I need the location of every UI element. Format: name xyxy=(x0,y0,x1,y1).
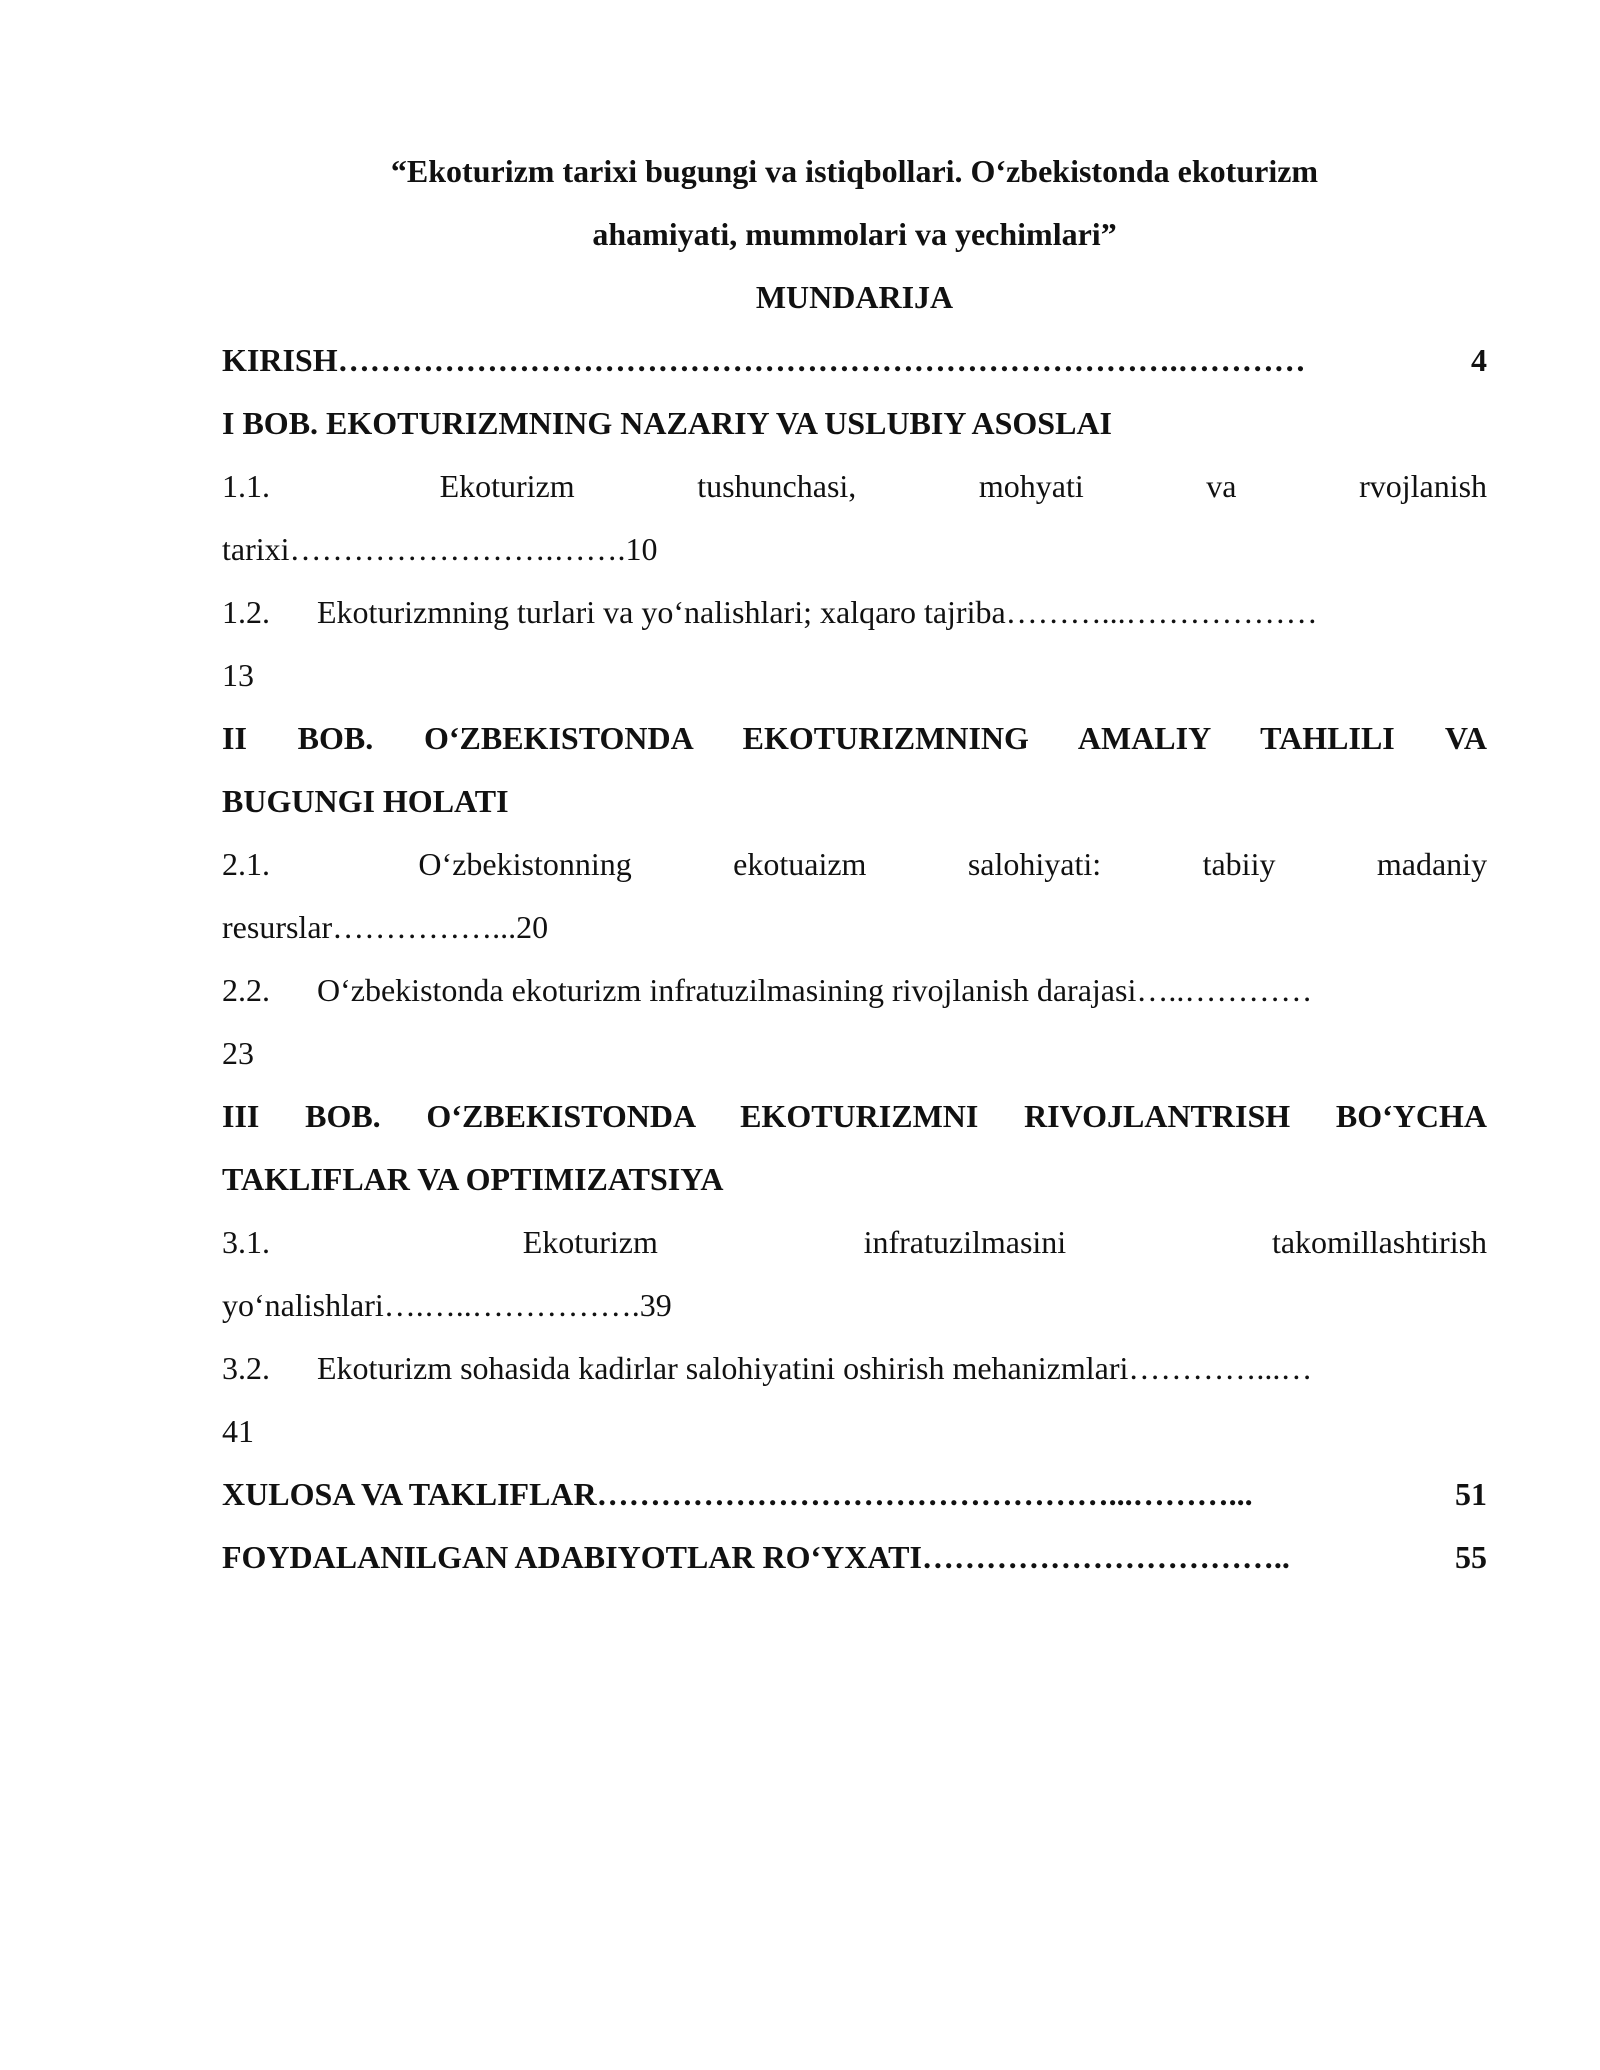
section-word: tushunchasi, xyxy=(697,468,857,504)
section-number: 1.2. xyxy=(222,594,270,630)
toc-heading: MUNDARIJA xyxy=(755,279,954,315)
toc-chapter-2-line-1: II BOB. O‘ZBEKISTONDA EKOTURIZMNING AMALIY TAHLILI VA xyxy=(222,720,1487,756)
section-number: 2.2. xyxy=(222,972,270,1008)
toc-section-3-2-line-1 xyxy=(222,1337,1487,1400)
toc-section-2-1-line-2: resurslar……………...20 xyxy=(222,909,549,945)
section-word: tabiiy xyxy=(1202,846,1276,882)
section-number: 1.1. xyxy=(222,468,270,504)
toc-leader-dots: …………………………………………………………………….………… xyxy=(337,342,1306,378)
section-word: madaniy xyxy=(1376,846,1487,882)
section-text: Ekoturizm sohasida kadirlar salohiyatini oshirish mehanizmlari…………...… xyxy=(317,1350,1313,1386)
toc-chapter-2-line-2: BUGUNGI HOLATI xyxy=(222,783,509,819)
section-number: 3.2. xyxy=(222,1350,270,1386)
toc-page-number: 55 xyxy=(1455,1539,1487,1575)
section-word: Ekoturizm xyxy=(439,468,575,504)
section-text: O‘zbekistonda ekoturizm infratuzilmasining rivojlanish darajasi…..………… xyxy=(317,972,1313,1008)
toc-section-1-2-line-1 xyxy=(222,581,1487,644)
toc-section-1-1-line-2: tarixi…………………….…….10 xyxy=(222,531,658,567)
toc-chapter-3-line-2: TAKLIFLAR VA OPTIMIZATSIYA xyxy=(222,1161,724,1197)
toc-leader-dots: …………………………….. xyxy=(921,1539,1290,1575)
section-word: O‘zbekistonning xyxy=(418,846,632,882)
section-word: takomillashtirish xyxy=(1271,1224,1487,1260)
toc-section-3-2-page: 41 xyxy=(222,1413,254,1449)
document-title-line-2: ahamiyati, mummolari va yechimlari” xyxy=(592,216,1117,252)
toc-entry-label: FOYDALANILGAN ADABIYOTLAR RO‘YXATI xyxy=(222,1539,922,1575)
section-word: infratuzilmasini xyxy=(863,1224,1067,1260)
section-word: rvojlanish xyxy=(1359,468,1487,504)
toc-chapter-1: I BOB. EKOTURIZMNING NAZARIY VA USLUBIY ASOSLAI xyxy=(222,405,1112,441)
toc-section-2-2-page: 23 xyxy=(222,1035,254,1071)
toc-chapter-3-line-1: III BOB. O‘ZBEKISTONDA EKOTURIZMNI RIVOJLANTRISH BO‘YCHA xyxy=(222,1098,1487,1134)
section-number: 3.1. xyxy=(222,1224,270,1260)
section-number: 2.1. xyxy=(222,846,270,882)
section-word: va xyxy=(1206,468,1237,504)
section-word: mohyati xyxy=(978,468,1084,504)
toc-leader-dots: …………………………………………...………... xyxy=(596,1476,1253,1512)
section-word: Ekoturizm xyxy=(522,1224,658,1260)
toc-section-2-1-line-1 xyxy=(222,833,1487,896)
document-page xyxy=(222,140,1487,1589)
toc-section-1-1-line-1 xyxy=(222,455,1487,518)
section-text: Ekoturizmning turlari va yo‘nalishlari; xalqaro tajriba………...……………… xyxy=(317,594,1318,630)
toc-entry-label: KIRISH xyxy=(222,342,338,378)
toc-section-1-2-page: 13 xyxy=(222,657,254,693)
section-word: salohiyati: xyxy=(967,846,1102,882)
toc-section-3-1-line-2: yo‘nalishlari….…..…………….39 xyxy=(222,1287,672,1323)
document-title-line-1: “Ekoturizm tarixi bugungi va istiqbollari. O‘zbekistonda ekoturizm xyxy=(390,153,1319,189)
toc-section-2-2-line-1 xyxy=(222,959,1487,1022)
section-word: ekotuaizm xyxy=(733,846,867,882)
toc-entry-intro xyxy=(222,329,1487,392)
toc-entry-label: XULOSA VA TAKLIFLAR xyxy=(222,1476,597,1512)
toc-page-number: 4 xyxy=(1471,342,1487,378)
toc-page-number: 51 xyxy=(1455,1476,1487,1512)
toc-section-3-1-line-1 xyxy=(222,1211,1487,1274)
toc-entry-conclusion xyxy=(222,1463,1487,1526)
toc-entry-references xyxy=(222,1526,1487,1589)
